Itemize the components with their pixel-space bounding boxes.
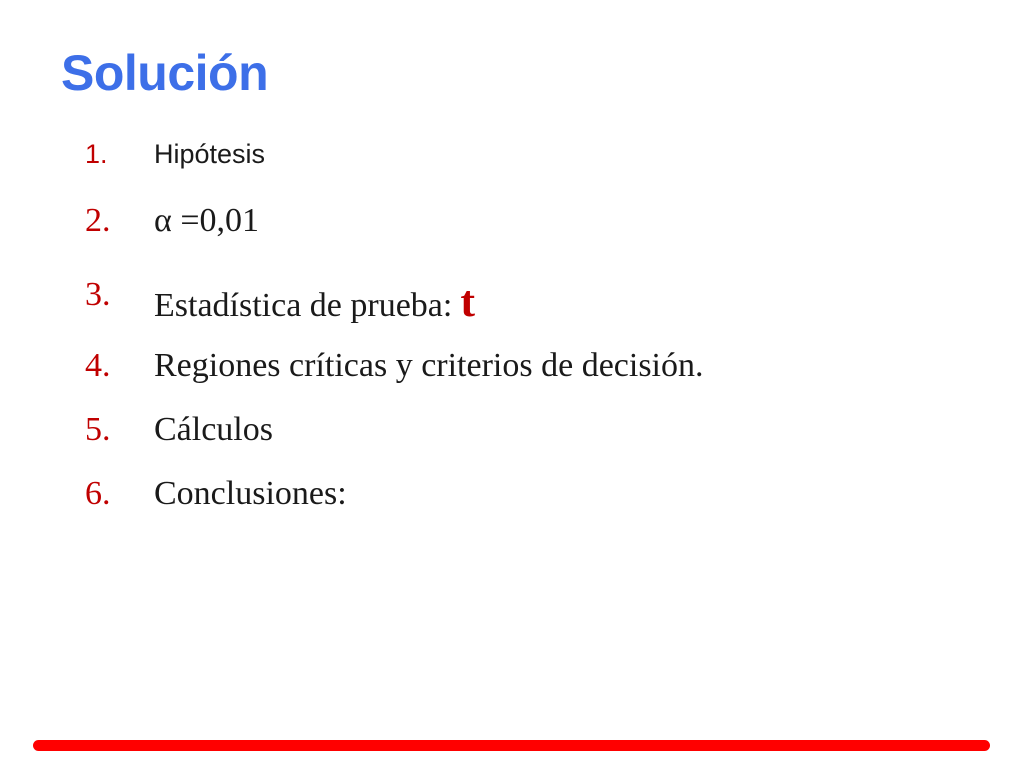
list-item-text: Cálculos (154, 411, 273, 448)
slide-title: Solución (61, 45, 269, 101)
list-item-number: 1. (85, 139, 108, 169)
list-item-number: 6. (85, 475, 111, 512)
decorative-bottom-bar (33, 740, 990, 751)
list-item-text: Conclusiones: (154, 475, 347, 512)
list-item-text: Regiones críticas y criterios de decisión. (154, 347, 704, 384)
list-item-number: 2. (85, 202, 111, 239)
list-item-number: 4. (85, 347, 111, 384)
test-statistic-emphasis: t (460, 277, 475, 326)
list-item-text: α =0,01 (154, 202, 259, 239)
list-item-text-wrap (154, 276, 475, 327)
list-item-text: Hipótesis (154, 139, 266, 169)
list-item-text: Estadística de prueba: (154, 287, 453, 324)
list-item-number: 5. (85, 411, 111, 448)
list-item-number: 3. (85, 276, 111, 313)
